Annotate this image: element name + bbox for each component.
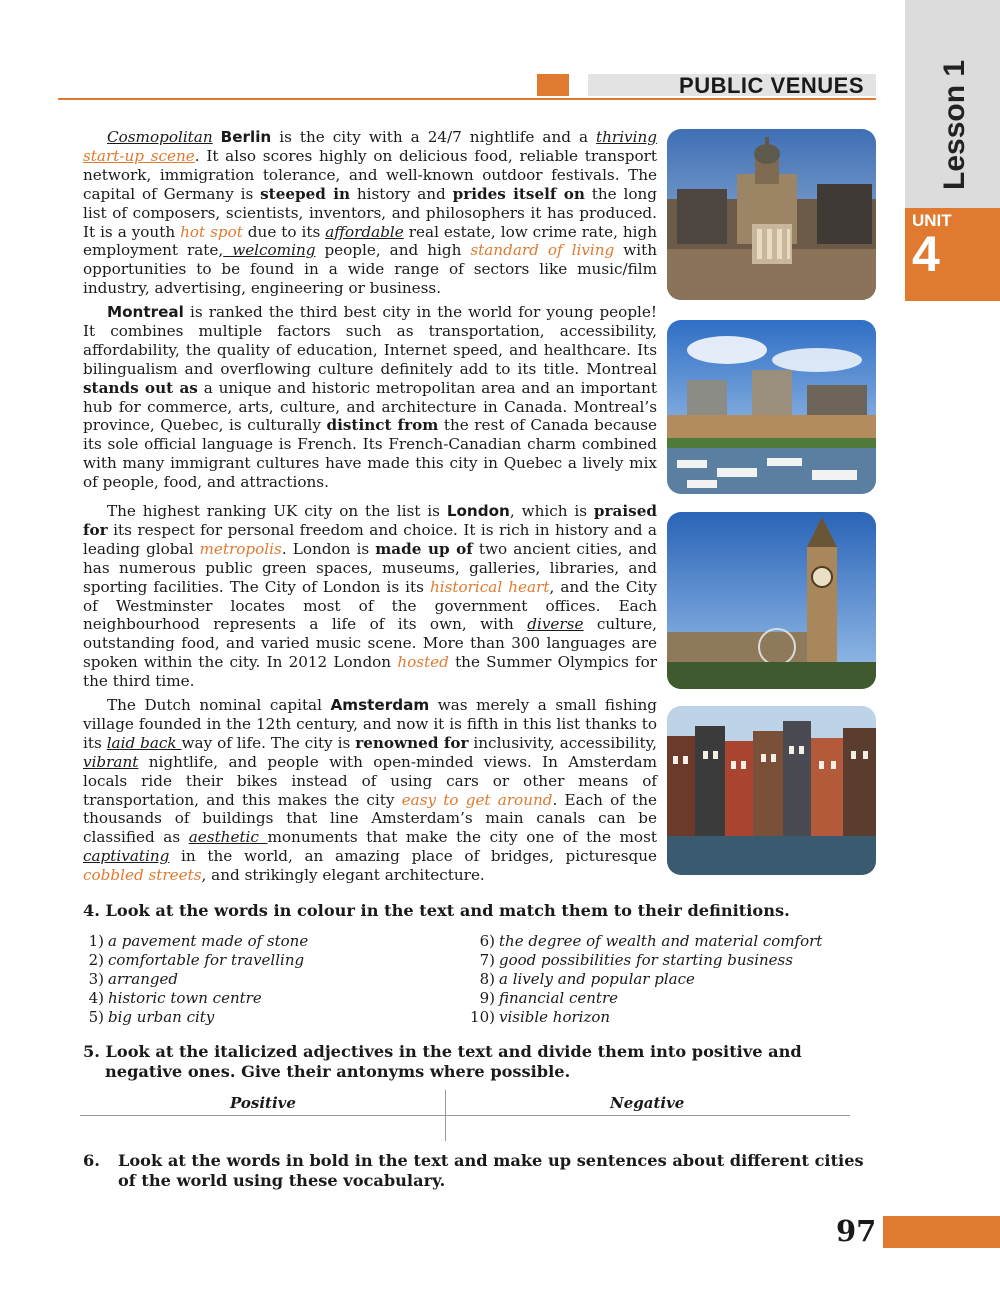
list-item: 4) historic town centre xyxy=(88,989,262,1007)
list-item: 3) arranged xyxy=(88,970,178,988)
montreal-paragraph: Montreal is ranked the third best city in the world for young people! It combines multiple factors such as transportation, accessibility, affordability, the quality of education, Internet speed, and healthcare. Its bilingualism and overflowing culture definitely add to its title. Montreal stands out as a unique and historic metropolitan area and an important hub for commerce, arts, culture, and architecture in Canada. Montreal’s province, Quebec, is culturally distinct from the rest of Canada because its sole official language is French. Its French-Canadian charm combined with many immigrant cultures have made this city in Quebec a lively mix of people, food, and attractions. xyxy=(83,303,658,492)
list-item: 7) good possibilities for starting business xyxy=(479,951,793,969)
exercise6-number: 6. xyxy=(83,1151,100,1170)
table-header-rule xyxy=(80,1115,850,1116)
list-item: 1) a pavement made of stone xyxy=(88,932,309,950)
amsterdam-photo xyxy=(667,706,876,875)
list-item: 9) financial centre xyxy=(479,989,618,1007)
exercise5-heading: 5. Look at the italicized adjectives in the text and divide them into positive and negative ones. Give their antonyms where possible. xyxy=(83,1042,802,1081)
page-number-bar xyxy=(883,1216,1000,1248)
table-column-divider xyxy=(445,1090,446,1141)
list-item: 2) comfortable for travelling xyxy=(88,951,305,969)
section-title: PUBLIC VENUES xyxy=(679,73,864,98)
berlin-photo xyxy=(667,129,876,300)
list-item: 5) big urban city xyxy=(88,1008,215,1026)
positive-column-header: Positive xyxy=(230,1094,296,1112)
amsterdam-paragraph: The Dutch nominal capital Amsterdam was merely a small fishing village founded in the 12th century, and now it is fifth in this list thanks to its laid back way of life. The city is renowned for inclusivity, accessibility, vibrant nightlife, and people with open-minded views. In Amsterdam locals ride their bikes instead of using cars or other means of transportation, and this makes the city easy to get around. Each of the thousands of buildings that line Amsterdam’s main canals can be classified as aesthetic monuments that make the city one of the most captivating in the world, an amazing place of bridges, picturesque cobbled streets, and strikingly elegant architecture. xyxy=(83,696,657,885)
exercise6-heading: Look at the words in bold in the text and make up sentences about different cities of the world using these vocabulary. xyxy=(118,1151,864,1190)
london-photo xyxy=(667,512,876,689)
lesson-label: Lesson 1 xyxy=(938,59,971,190)
unit-label: UNIT xyxy=(912,211,952,230)
header-rule xyxy=(58,98,876,100)
list-item: 10) visible horizon xyxy=(470,1008,611,1026)
list-item: 6) the degree of wealth and material comfort xyxy=(479,932,823,950)
berlin-paragraph: Cosmopolitan Berlin is the city with a 24/7 nightlife and a thriving start-up scene. It also scores highly on delicious food, reliable transport network, immigration tolerance, and well-known outdoor festivals. The capital of Germany is steeped in history and prides itself on the long list of composers, scientists, inventors, and philosophers it has produced. It is a youth hot spot due to its affordable real estate, low crime rate, high employment rate, welcoming people, and high standard of living with opportunities to be found in a wide range of sectors like music/film industry, advertising, engineering or business. xyxy=(83,128,658,298)
montreal-photo xyxy=(667,320,876,494)
header-orange-block xyxy=(537,74,569,96)
exercise4-left-list xyxy=(74,932,454,1027)
exercise4-right-list xyxy=(465,932,885,1027)
list-item: 8) a lively and popular place xyxy=(479,970,695,988)
unit-number: 4 xyxy=(912,226,940,282)
exercise4-heading: 4. Look at the words in colour in the text and match them to their definitions. xyxy=(83,901,790,920)
london-paragraph: The highest ranking UK city on the list is London, which is praised for its respect for personal freedom and choice. It is rich in history and a leading global metropolis. London is made up of two ancient cities, and has numerous public green spaces, museums, galleries, libraries, and sporting facilities. The City of London is its historical heart, and the City of Westminster locates most of the government offices. Each neighbourhood represents a life of its own, with diverse culture, outstanding food, and varied music scene. More than 300 languages are spoken within the city. In 2012 London hosted the Summer Olympics for the third time. xyxy=(83,502,658,691)
negative-column-header: Negative xyxy=(610,1094,685,1112)
page-number: 97 xyxy=(836,1214,877,1248)
